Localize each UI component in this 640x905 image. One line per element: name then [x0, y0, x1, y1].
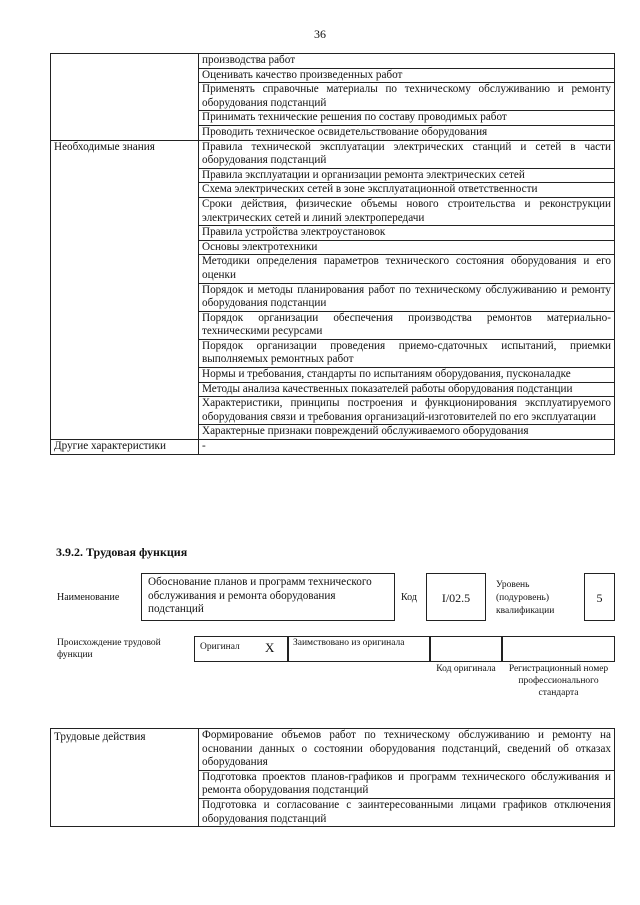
original-label: Оригинал	[200, 642, 240, 652]
empty-label-cell	[51, 54, 199, 141]
level-label-line: (подуровень)	[496, 593, 550, 603]
registration-number-caption: Регистрационный номер профессионального стандарта	[508, 664, 609, 698]
section-title: 3.9.2. Трудовая функция	[56, 545, 188, 559]
work-function-name: Обоснование планов и программ технического обслуживания и ремонта оборудования подстанций	[141, 573, 395, 621]
name-label: Наименование	[57, 592, 120, 603]
table-cell: Правила устройства электроустановок	[199, 226, 615, 241]
table-cell: Характерные признаки повреждений обслуживаемого оборудования	[199, 425, 615, 440]
table-cell: Применять справочные материалы по техническому обслуживанию и ремонту оборудования подстанций	[199, 83, 615, 111]
table-cell: Подготовка проектов планов-графиков и программ технического обслуживания и ремонта оборудования подстанций	[199, 770, 615, 798]
code-label: Код	[401, 592, 417, 603]
original-code-cell	[430, 636, 502, 662]
table-row	[51, 729, 615, 771]
original-mark: X	[265, 640, 275, 655]
other-characteristics-label: Другие характеристики	[51, 440, 199, 455]
table-cell: Основы электротехники	[199, 240, 615, 255]
table-cell: Формирование объемов работ по техническому обслуживанию и ремонту на основании данных о состоянии оборудования подстанций, сведений об отказах оборудования	[199, 729, 615, 771]
table-cell: Нормы и требования, стандарты по испытаниям оборудования, пусконаладке	[199, 368, 615, 383]
registration-number-cell	[502, 636, 615, 662]
table-cell: Схема электрических сетей в зоне эксплуатационной ответственности	[199, 183, 615, 198]
borrowed-cell: Заимствовано из оригинала	[288, 636, 430, 662]
level-label	[496, 579, 554, 618]
table-row	[51, 140, 615, 168]
level-label-line: квалификации	[496, 606, 555, 616]
table-row	[51, 440, 615, 455]
table-row	[51, 54, 615, 69]
original-cell	[194, 636, 288, 662]
other-characteristics-value: -	[199, 440, 615, 455]
requirements-table	[50, 53, 615, 455]
table-cell: Подготовка и согласование с заинтересованными лицами графиков отключения оборудования подстанций	[199, 798, 615, 826]
knowledge-label: Необходимые знания	[51, 140, 199, 439]
level-label-line: Уровень	[496, 580, 530, 590]
qualification-level: 5	[584, 573, 615, 621]
table-cell: производства работ	[199, 54, 615, 69]
table-cell: Сроки действия, физические объемы нового строительства и реконструкции электрических сетей и линий электропередачи	[199, 197, 615, 225]
work-actions-table	[50, 728, 615, 827]
table-cell: Принимать технические решения по составу проводимых работ	[199, 111, 615, 126]
table-cell: Характеристики, принципы построения и функционирования эксплуатируемого оборудования связи и требования организаций-изготовителей по его эксплуатации	[199, 397, 615, 425]
original-code-caption: Код оригинала	[436, 664, 496, 674]
table-cell: Методики определения параметров технического состояния оборудования и его оценки	[199, 255, 615, 283]
table-cell: Оценивать качество произведенных работ	[199, 68, 615, 83]
origin-label: Происхождение трудовой функции	[57, 638, 161, 660]
table-cell: Порядок организации проведения приемо-сдаточных испытаний, приемки выполняемых ремонтных работ	[199, 339, 615, 367]
table-cell: Методы анализа качественных показателей работы оборудования подстанции	[199, 382, 615, 397]
work-actions-label: Трудовые действия	[51, 729, 199, 827]
page-number: 36	[314, 27, 326, 41]
work-function-code: I/02.5	[426, 573, 486, 621]
table-cell: Правила технической эксплуатации электрических станций и сетей в части оборудования подстанций	[199, 140, 615, 168]
table-cell: Порядок и методы планирования работ по техническому обслуживанию и ремонту оборудования подстанции	[199, 283, 615, 311]
table-cell: Правила эксплуатации и организации ремонта электрических сетей	[199, 168, 615, 183]
table-cell: Проводить техническое освидетельствование оборудования	[199, 125, 615, 140]
table-cell: Порядок организации обеспечения производства ремонтов материально-техническими ресурсами	[199, 311, 615, 339]
